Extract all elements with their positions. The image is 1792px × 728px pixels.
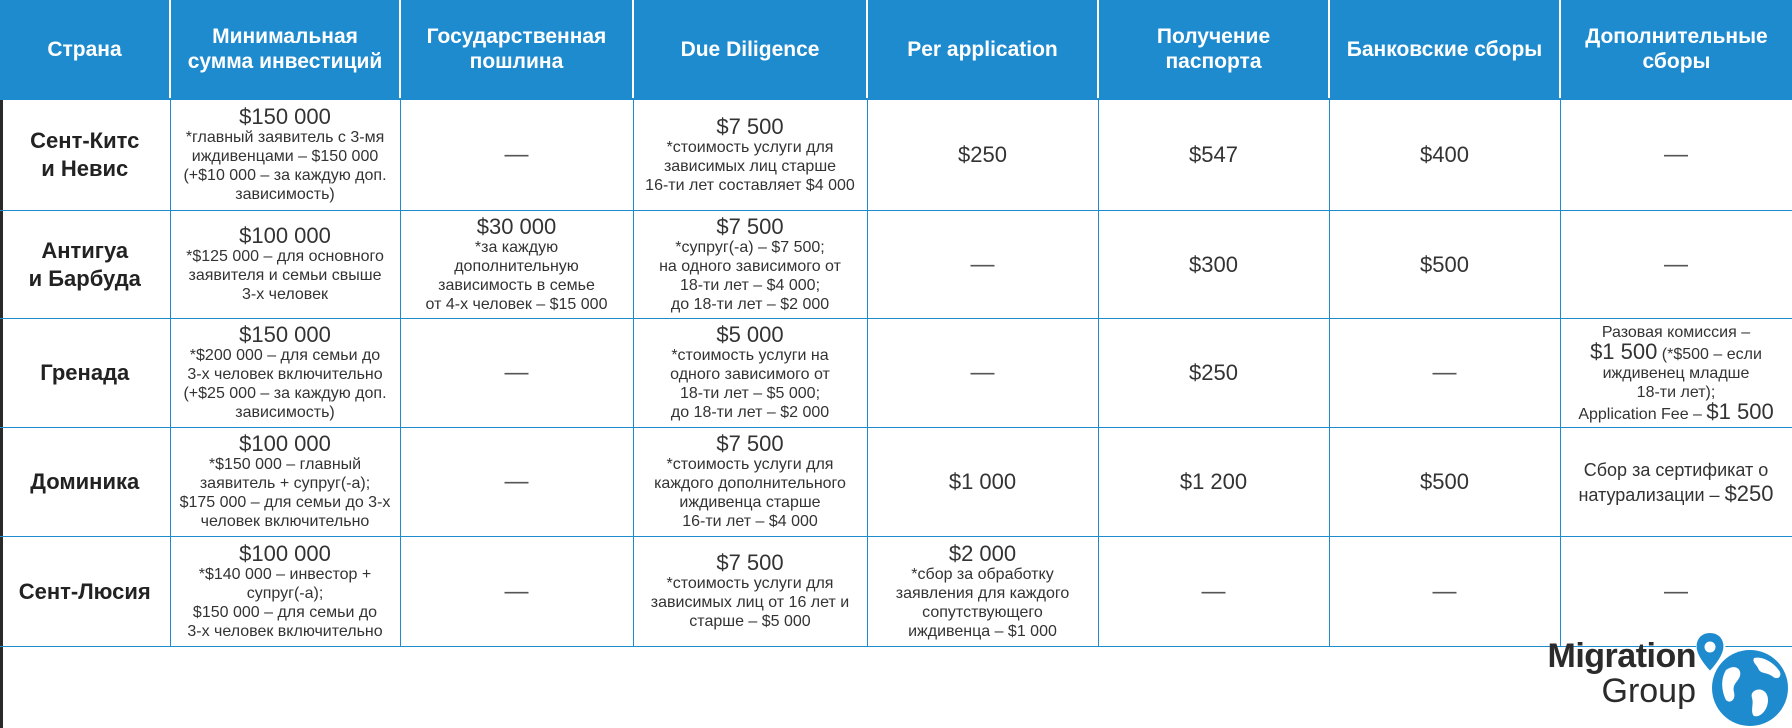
bank-fees-cell: $400	[1329, 99, 1560, 211]
country-cell: Сент-Китс и Невис	[0, 99, 170, 211]
header-due-diligence: Due Diligence	[633, 0, 867, 99]
globe-pin-icon	[1696, 630, 1792, 728]
country-cell: Сент-Люсия	[0, 537, 170, 647]
table-row	[0, 428, 1792, 537]
bank-fees-cell: —	[1329, 537, 1560, 647]
investment-cell: $100 000 *$150 000 – главный заявитель + супруг(-а); $175 000 – для семьи до 3-х человек включительно	[170, 428, 400, 537]
header-per-application: Per application	[867, 0, 1098, 99]
bank-fees-cell: —	[1329, 319, 1560, 428]
due-diligence-cell: $7 500 *стоимость услуги для каждого дополнительного иждивенца старше 16-ти лет – $4 000	[633, 428, 867, 537]
table-header-row	[0, 0, 1792, 99]
header-country: Страна	[0, 0, 170, 99]
state-fee-cell: —	[400, 99, 633, 211]
header-additional-fees: Дополнительные сборы	[1560, 0, 1792, 99]
due-diligence-cell: $7 500 *супруг(-а) – $7 500; на одного зависимого от 18-ти лет – $4 000; до 18-ти лет – $2 000	[633, 211, 867, 319]
country-cell: Антигуа и Барбуда	[0, 211, 170, 319]
additional-fees-cell: Сбор за сертификат о натурализации – $250	[1560, 428, 1792, 537]
per-application-cell: $2 000 *сбор за обработку заявления для каждого сопутствующего иждивенца – $1 000	[867, 537, 1098, 647]
per-application-cell: —	[867, 211, 1098, 319]
table-row	[0, 319, 1792, 428]
investment-cell: $150 000 *главный заявитель с 3-мя иждивенцами – $150 000 (+$10 000 – за каждую доп. зависимость)	[170, 99, 400, 211]
additional-fees-cell: —	[1560, 99, 1792, 211]
additional-fees-cell: —	[1560, 211, 1792, 319]
header-min-investment: Минимальная сумма инвестиций	[170, 0, 400, 99]
bank-fees-cell: $500	[1329, 211, 1560, 319]
state-fee-cell: —	[400, 428, 633, 537]
migration-group-logo	[1510, 630, 1792, 728]
state-fee-cell: —	[400, 537, 633, 647]
due-diligence-cell: $7 500 *стоимость услуги для зависимых лиц от 16 лет и старше – $5 000	[633, 537, 867, 647]
per-application-cell: $1 000	[867, 428, 1098, 537]
investment-cell: $100 000 *$140 000 – инвестор + супруг(-а); $150 000 – для семьи до 3-х человек включительно	[170, 537, 400, 647]
header-bank-fees: Банковские сборы	[1329, 0, 1560, 99]
logo-wordmark: Migration Group	[1547, 637, 1696, 710]
additional-fees-cell: —	[1560, 537, 1792, 647]
table-row	[0, 99, 1792, 211]
passport-cell: —	[1098, 537, 1329, 647]
country-cell: Доминика	[0, 428, 170, 537]
passport-cell: $300	[1098, 211, 1329, 319]
passport-cell: $547	[1098, 99, 1329, 211]
due-diligence-cell: $5 000 *стоимость услуги на одного зависимого от 18-ти лет – $5 000; до 18-ти лет – $2 000	[633, 319, 867, 428]
per-application-cell: —	[867, 319, 1098, 428]
passport-cell: $1 200	[1098, 428, 1329, 537]
due-diligence-cell: $7 500 *стоимость услуги для зависимых лиц старше 16-ти лет составляет $4 000	[633, 99, 867, 211]
table-row	[0, 211, 1792, 319]
header-passport: Получение паспорта	[1098, 0, 1329, 99]
investment-cell: $150 000 *$200 000 – для семьи до 3-х человек включительно (+$25 000 – за каждую доп. зависимость)	[170, 319, 400, 428]
bank-fees-cell: $500	[1329, 428, 1560, 537]
header-state-fee: Государственная пошлина	[400, 0, 633, 99]
additional-fees-cell: Разовая комиссия – $1 500 (*$500 – если иждивенец младше 18-ти лет); Application Fee – $1 500	[1560, 319, 1792, 428]
country-cell: Гренада	[0, 319, 170, 428]
state-fee-cell: $30 000 *за каждую дополнительную зависимость в семье от 4-х человек – $15 000	[400, 211, 633, 319]
per-application-cell: $250	[867, 99, 1098, 211]
state-fee-cell: —	[400, 319, 633, 428]
passport-cell: $250	[1098, 319, 1329, 428]
investment-cell: $100 000 *$125 000 – для основного заявителя и семьи свыше 3-х человек	[170, 211, 400, 319]
